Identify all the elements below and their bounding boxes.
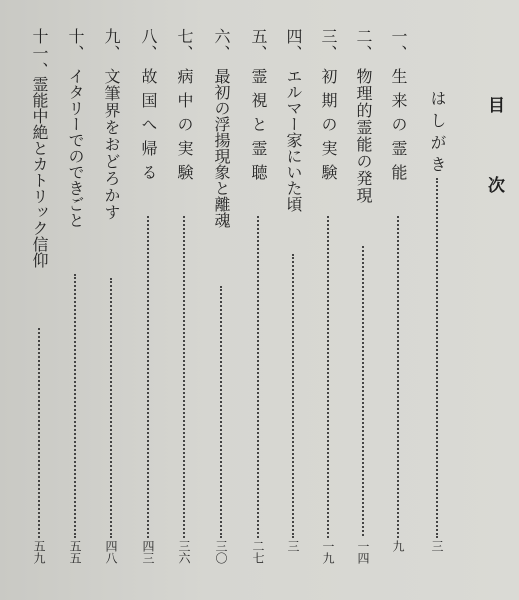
toc-entry-10 xyxy=(64,28,86,588)
entry-number: 十、 xyxy=(66,28,85,62)
entry-number: 六、 xyxy=(212,28,231,62)
toc-entry-8 xyxy=(137,28,159,588)
entry-number: 十一、 xyxy=(30,28,49,79)
entry-number: 三、 xyxy=(319,28,338,62)
entry-title: 病中の実験 xyxy=(175,68,194,188)
entry-number: 四、 xyxy=(284,28,303,62)
entry-title: 初期の実験 xyxy=(319,68,338,188)
entry-page: 四八 xyxy=(104,540,118,564)
entry-title: イタリーでのできごと xyxy=(66,68,85,228)
toc-entry-4 xyxy=(282,28,304,588)
dot-leader xyxy=(183,216,185,538)
entry-page: 二七 xyxy=(251,540,265,564)
entry-title: 霊視と霊聴 xyxy=(249,68,268,188)
entry-number: 七、 xyxy=(175,28,194,62)
entry-page: 三 xyxy=(430,540,444,552)
toc-entry-9 xyxy=(100,28,122,588)
toc-entry-0 xyxy=(426,28,448,588)
entry-title: 故国へ帰る xyxy=(139,68,158,188)
entry-number: 二、 xyxy=(354,28,373,62)
toc-entry-3 xyxy=(317,28,339,588)
dot-leader xyxy=(362,246,364,536)
dot-leader xyxy=(110,278,112,538)
dot-leader xyxy=(327,216,329,538)
toc-entry-1 xyxy=(387,28,409,588)
entry-page: 三六 xyxy=(177,540,191,564)
entry-number: 一、 xyxy=(389,28,408,62)
entry-title: エルマー家にいた頃 xyxy=(284,68,303,212)
toc-entry-5 xyxy=(247,28,269,588)
entry-number: 八、 xyxy=(139,28,158,62)
dot-leader xyxy=(38,328,40,538)
toc-entry-11 xyxy=(28,28,50,588)
entry-page: 三 xyxy=(286,540,300,552)
title-char-1: 目 xyxy=(484,96,504,113)
entry-page: 五五 xyxy=(68,540,82,564)
dot-leader xyxy=(292,254,294,538)
entry-page: 一四 xyxy=(356,540,370,564)
entry-title: 最初の浮揚現象と離魂 xyxy=(212,68,231,228)
entry-page: 五九 xyxy=(32,540,46,564)
dot-leader xyxy=(397,216,399,538)
entry-page: 三〇 xyxy=(214,540,228,564)
entry-page: 一九 xyxy=(321,540,335,564)
dot-leader xyxy=(436,178,438,538)
entry-number: 五、 xyxy=(249,28,268,62)
entry-title: 文筆界をおどろかす xyxy=(102,68,121,221)
toc-entry-7 xyxy=(173,28,195,588)
entry-page: 九 xyxy=(391,540,405,552)
toc-entry-6 xyxy=(210,28,232,588)
title-char-2: 次 xyxy=(484,176,504,193)
dot-leader xyxy=(220,286,222,538)
dot-leader xyxy=(74,274,76,538)
dot-leader xyxy=(147,216,149,538)
entry-title: 物理的霊能の発現 xyxy=(354,68,373,204)
toc-entry-2 xyxy=(352,28,374,588)
entry-title: 生来の霊能 xyxy=(389,68,408,188)
entry-title: はしがき xyxy=(428,90,447,178)
entry-number: 九、 xyxy=(102,28,121,62)
entry-title: 霊能中絶とカトリック信仰 xyxy=(30,76,49,268)
dot-leader xyxy=(257,216,259,538)
entry-page: 四三 xyxy=(141,540,155,564)
